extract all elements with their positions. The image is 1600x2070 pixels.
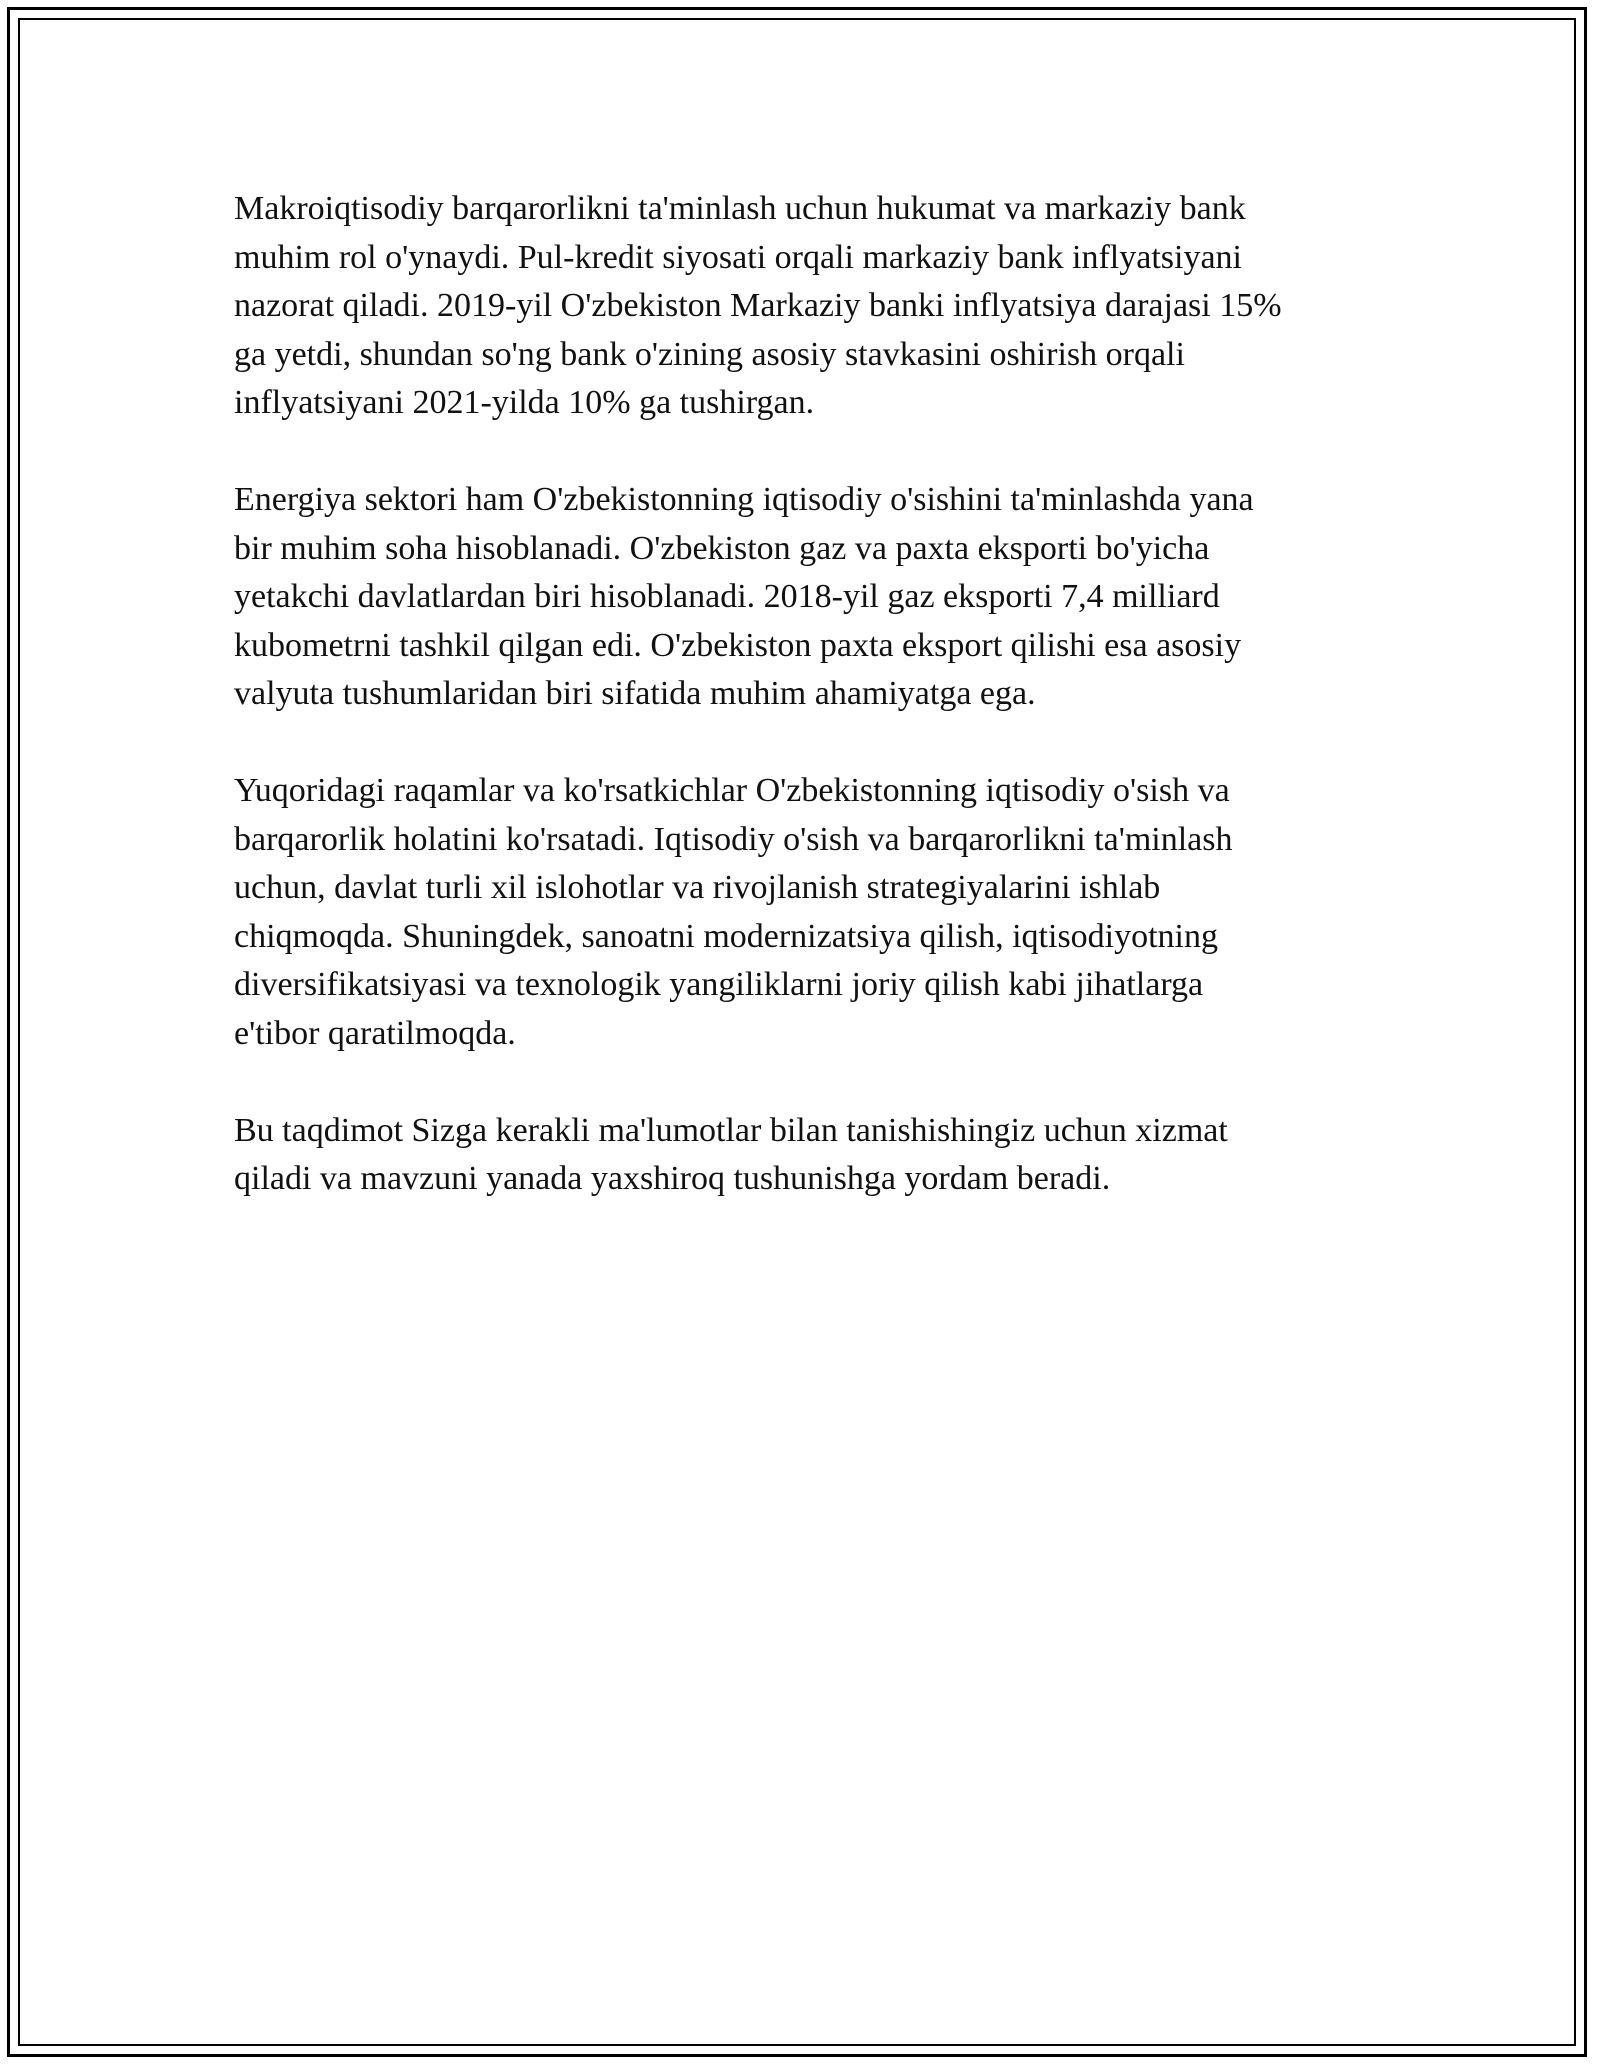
paragraph-growth-stability: Yuqoridagi raqamlar va ko'rsatkichlar O'zbekistonning iqtisodiy o'sish va barqarorlik holatini ko'rsatadi. Iqtisodiy o'sish va barqarorlikni ta'minlash uchun, davlat turli xil islohotlar va rivojlanish strategiyalarini ishlab chiqmoqda. Shuningdek, sanoatni modernizatsiya qilish, iqtisodiyotning diversifikatsiyasi va texnologik yangiliklarni joriy qilish kabi jihatlarga e'tibor qaratilmoqda. [234, 772, 1233, 1052]
paragraph-energy-sector: Energiya sektori ham O'zbekistonning iqtisodiy o'sishini ta'minlashda yana bir muhim soha hisoblanadi. O'zbekiston gaz va paxta eksporti bo'yicha yetakchi davlatlardan biri hisoblanadi. 2018-yil gaz eksporti 7,4 milliard kubometrni tashkil qilgan edi. O'zbekiston paxta eksport qilishi esa asosiy valyuta tushumlaridan biri sifatida muhim ahamiyatga ega. [234, 481, 1254, 712]
document-body [234, 185, 1384, 1252]
paragraph-monetary-policy: Makroiqtisodiy barqarorlikni ta'minlash uchun hukumat va markaziy bank muhim rol o'ynaydi. Pul-kredit siyosati orqali markaziy bank inflyatsiyani nazorat qiladi. 2019-yil O'zbekiston Markaziy banki inflyatsiya darajasi 15% ga yetdi, shundan so'ng bank o'zining asosiy stavkasini oshirish orqali inflyatsiyani 2021-yilda 10% ga tushirgan. [234, 190, 1282, 421]
paragraph-conclusion: Bu taqdimot Sizga kerakli ma'lumotlar bilan tanishishingiz uchun xizmat qiladi va mavzuni yanada yaxshiroq tushunishga yordam beradi. [234, 1111, 1228, 1197]
